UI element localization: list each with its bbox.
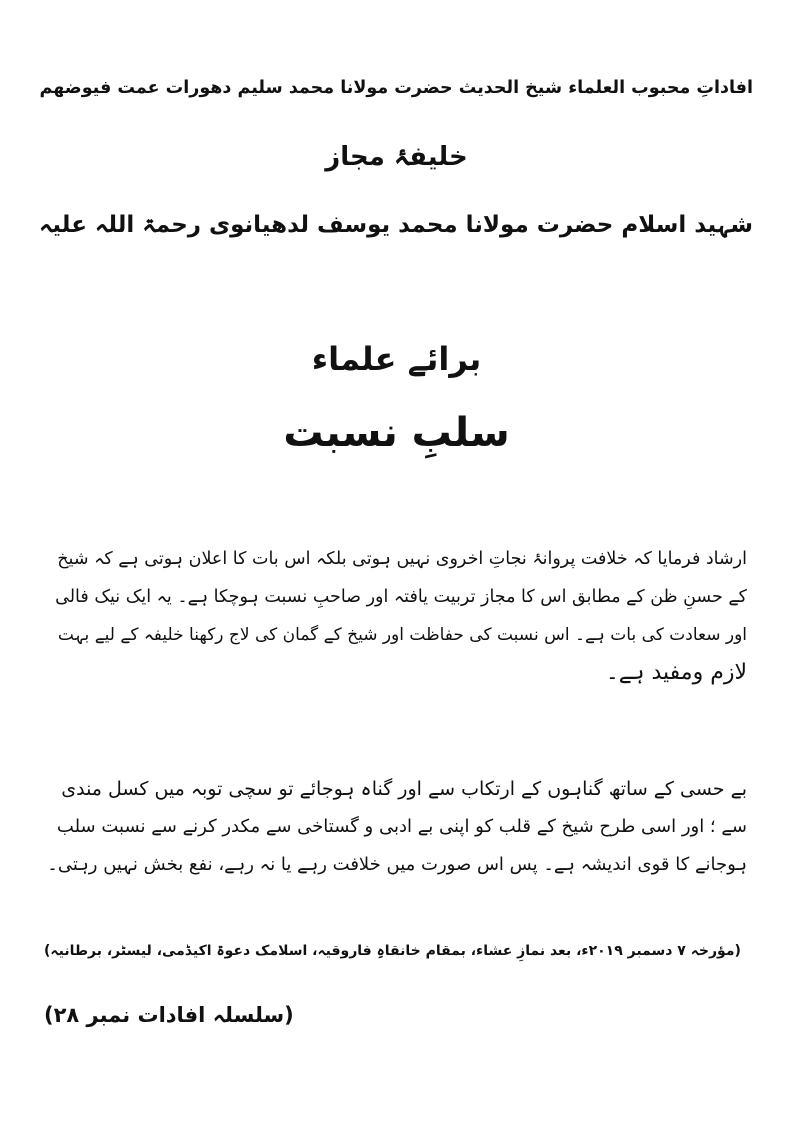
paragraph-1 xyxy=(46,540,747,692)
paragraph-1-line: کے حسنِ ظن کے مطابق اس کا مجاز تربیت یافتہ اور صاحبِ نسبت ہوچکا ہے۔ یہ ایک نیک فالی xyxy=(55,587,747,607)
header-line-2: خلیفۂ مجاز xyxy=(325,142,468,172)
paragraph-2 xyxy=(46,770,747,884)
header-line-3: شہید اسلام حضرت مولانا محمد یوسف لدھیانوی رحمۃ اللہ علیہ xyxy=(38,212,753,238)
paragraph-2-line: سے ؛ اور اسی طرح شیخ کے قلب کو اپنی بے ادبی و گستاخی سے مکدر کرنے سے نسبت سلب xyxy=(56,816,747,837)
paragraph-1-line: ارشاد فرمایا کہ خلافت پروانۂ نجاتِ اخروی نہیں ہوتی بلکہ اس بات کا اعلان ہوتی ہے کہ شیخ xyxy=(57,549,747,569)
header-line-1: افاداتِ محبوب العلماء شیخ الحدیث حضرت مولانا محمد سلیم دھورات عمت فیوضھم xyxy=(39,78,753,98)
paragraph-1-line: لازم ومفید ہے۔ xyxy=(605,660,747,685)
series-number-note: (سلسلہ افادات نمبر ۲۸) xyxy=(44,1003,294,1027)
paragraph-2-line: ہوجانے کا قوی اندیشہ ہے۔ پس اس صورت میں خلافت رہے یا نہ رہے، نفع بخش نہیں رہتی۔ xyxy=(47,854,747,875)
paragraph-1-line: اور سعادت کی بات ہے۔ اس نسبت کی حفاظت اور شیخ کے گمان کی لاج رکھنا خلیفہ کے لیے بہت xyxy=(57,625,747,645)
date-location-note: (مؤرخہ ۷ دسمبر ۲۰۱۹ء، بعد نمازِ عشاء، بمقام خانقاہِ فاروقیہ، اسلامک دعوۃ اکیڈمی، لیسٹر، برطانیہ) xyxy=(44,943,741,959)
title-line-1: برائے علماء xyxy=(311,340,482,378)
title-line-2: سلبِ نسبت xyxy=(283,410,510,456)
paragraph-2-line: بے حسی کے ساتھ گناہوں کے ارتکاب سے اور گناہ ہوجائے تو سچی توبہ میں کسل مندی xyxy=(61,778,747,800)
